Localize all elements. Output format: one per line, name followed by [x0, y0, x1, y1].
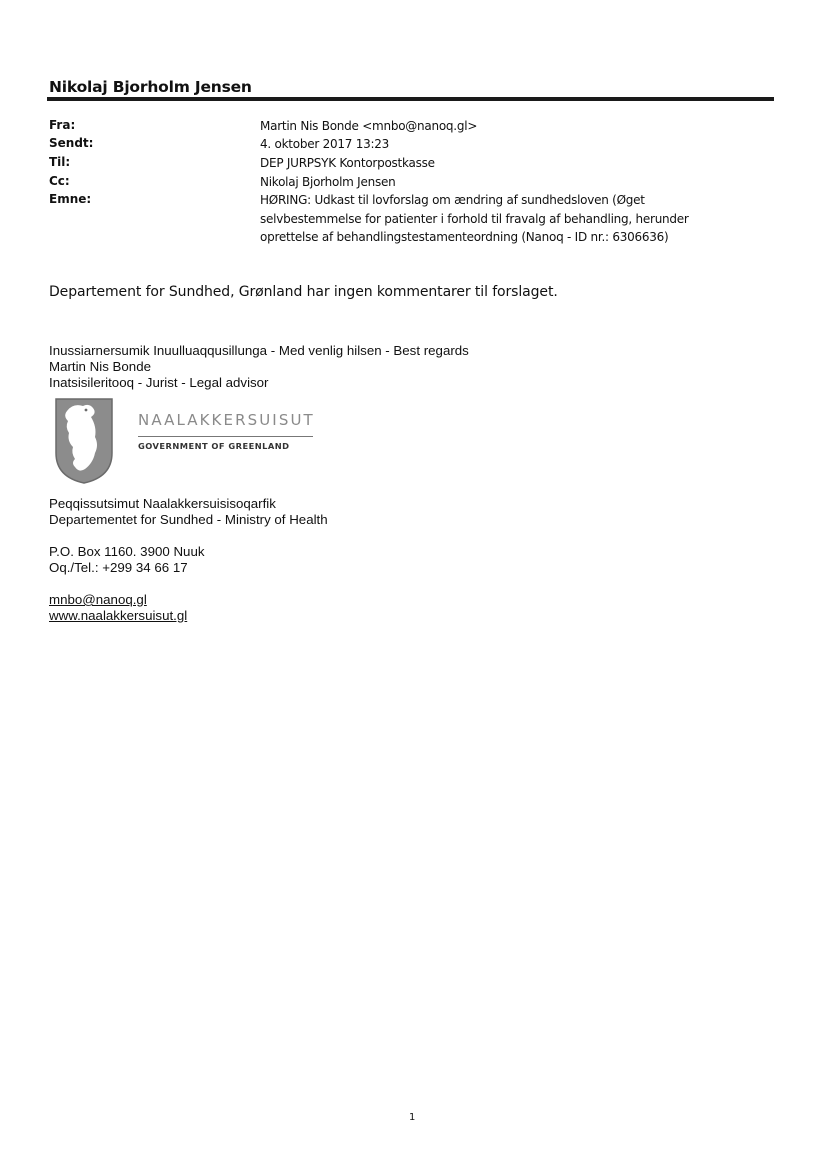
mailbox-owner: Nikolaj Bjorholm Jensen — [49, 78, 252, 96]
signature-email-link[interactable]: mnbo@nanoq.gl — [49, 592, 147, 607]
signature-name: Martin Nis Bonde — [49, 359, 151, 374]
header-sent-label: Sendt: — [49, 136, 94, 150]
header-subject-label: Emne: — [49, 192, 92, 206]
header-subject-value: HØRING: Udkast til lovforslag om ændring af sundhedsloven (Øget selvbestemmelse for patienter i forhold til fravalg af behandling, herunder oprettelse af behandlingstestamenteordning (Nanoq - ID nr.: 6306636) — [260, 193, 689, 244]
header-to-value: DEP JURPSYK Kontorpostkasse — [260, 156, 435, 170]
header-rule — [47, 97, 774, 101]
logo-subtitle: GOVERNMENT OF GREENLAND — [138, 441, 290, 451]
header-from-label: Fra: — [49, 118, 76, 132]
polar-bear-shield-icon — [53, 397, 115, 485]
signature-department: Departementet for Sundhed - Ministry of Health — [49, 512, 328, 527]
header-cc-value: Nikolaj Bjorholm Jensen — [260, 175, 396, 189]
signature-department-gl: Peqqissutsimut Naalakkersuisisoqarfik — [49, 496, 276, 511]
signature-website-link[interactable]: www.naalakkersuisut.gl — [49, 608, 188, 623]
header-cc-label: Cc: — [49, 174, 70, 188]
signature-greeting: Inussiarnersumik Inuulluaqqusillunga - Med venlig hilsen - Best regards — [49, 343, 469, 358]
header-to-label: Til: — [49, 155, 71, 169]
signature-title: Inatsisileritooq - Jurist - Legal advisor — [49, 375, 269, 390]
logo-divider — [138, 436, 313, 437]
message-body: Departement for Sundhed, Grønland har ingen kommentarer til forslaget. — [49, 284, 558, 300]
header-from-value: Martin Nis Bonde <mnbo@nanoq.gl> — [260, 119, 478, 133]
signature-phone: Oq./Tel.: +299 34 66 17 — [49, 560, 188, 575]
header-sent-value: 4. oktober 2017 13:23 — [260, 137, 390, 151]
signature-address: P.O. Box 1160. 3900 Nuuk — [49, 544, 205, 559]
page-number: 1 — [409, 1112, 416, 1123]
logo-name: NAALAKKERSUISUT — [138, 411, 315, 429]
